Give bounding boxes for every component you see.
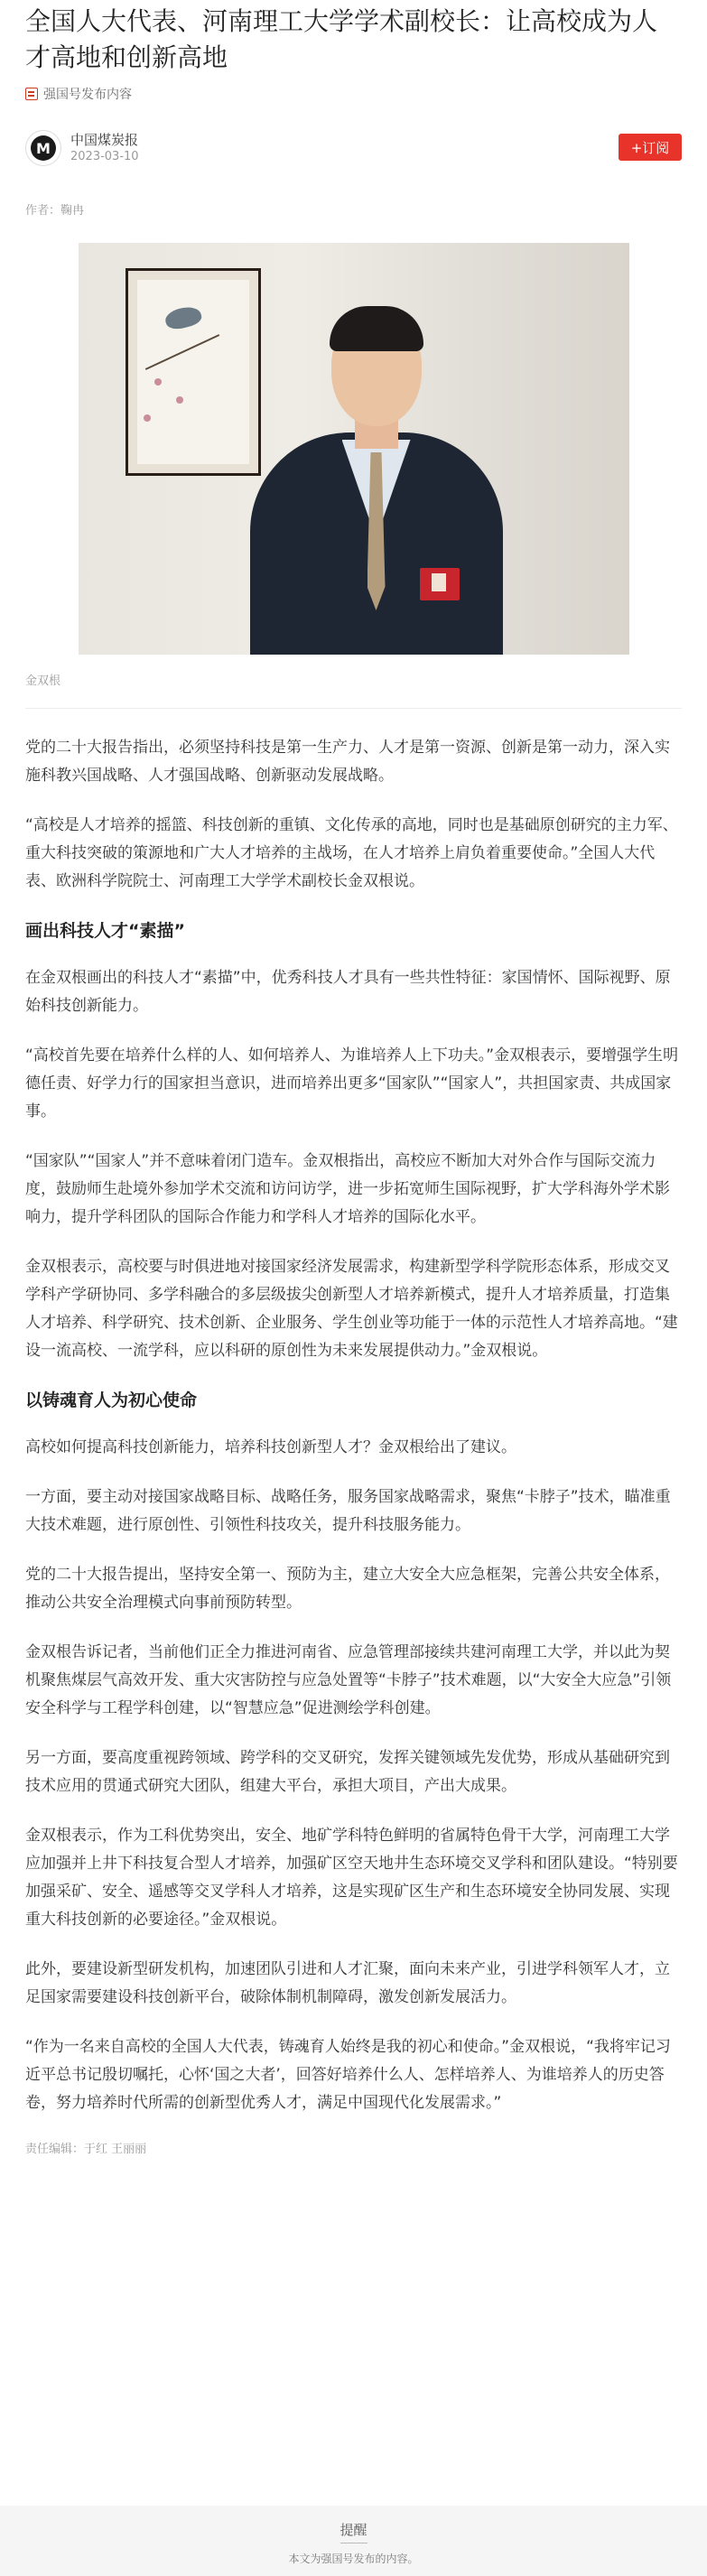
paragraph: 在金双根画出的科技人才“素描”中，优秀科技人才具有一些共性特征：家国情怀、国际视野、原始科技创新能力。 (25, 969, 671, 1015)
paragraph: 金双根表示，作为工科优势突出，安全、地矿学科特色鲜明的省属特色骨干大学，河南理工大学应加强并上井下科技复合型人才培养，加强矿区空天地井生态环境交叉学科和团队建设。“特别要加强采矿、安全、遥感等交叉学科人才培养，这是实现矿区生产和生态环境安全协同发展、实现重大科技创新的必要途径。”金双根说。 (25, 1827, 678, 1929)
paragraph: 金双根表示，高校要与时俱进地对接国家经济发展需求，构建新型学科学院形态体系，形成交叉学科产学研协同、多学科融合的多层级拔尖创新型人才培养新模式，提升人才培养质量，打造集人才培养、科学研究、技术创新、企业服务、学生创业等功能于一体的示范性人才培养高地。“建设一流高校、一流学科，应以科研的原创性为未来发展提供动力。”金双根说。 (25, 1258, 678, 1360)
photo-caption: 金双根 (25, 674, 61, 688)
subscribe-button[interactable]: +订阅 (619, 134, 682, 161)
paragraph: “高校首先要在培养什么样的人、如何培养人、为谁培养人上下功夫。”金双根表示，要增强学生明德任责、好学力行的国家担当意识，进而培养出更多“国家队”“国家人”，共担国家责、共成国家事。 (25, 1046, 679, 1121)
person-hair (330, 306, 423, 351)
paragraph: 党的二十大报告提出，坚持安全第一、预防为主，建立大安全大应急框架，完善公共安全体系，推动公共安全治理模式向事前预防转型。 (25, 1566, 670, 1612)
paragraph: 高校如何提高科技创新能力，培养科技创新型人才？金双根给出了建议。 (25, 1438, 516, 1456)
paragraph: “作为一名来自高校的全国人大代表，铸魂育人始终是我的初心和使命。”金双根说，“我将牢记习近平总书记殷切嘱托，心怀‘国之大者’，回答好培养什么人、怎样培养人、为谁培养人的历史答卷，努力培养时代所需的创新型优秀人才，满足中国现代化发展需求。” (25, 2038, 671, 2112)
author-meta (70, 131, 139, 165)
paragraph: 党的二十大报告指出，必须坚持科技是第一生产力、人才是第一资源、创新是第一动力，深入实施科教兴国战略、人才强国战略、创新驱动发展战略。 (25, 739, 670, 785)
footer-title: 提醒 (340, 2522, 367, 2538)
painting-blossom (154, 378, 162, 386)
paragraph: 金双根告诉记者，当前他们正全力推进河南省、应急管理部接续共建河南理工大学，并以此为契机聚焦煤层气高效开发、重大灾害防控与应急处置等“卡脖子”技术难题，以“大安全大应急”引领安全科学与工程学科创建，以“智慧应急”促进测绘学科创建。 (25, 1643, 672, 1717)
responsible-editor: 责任编辑：于红 王丽丽 (25, 2143, 147, 2156)
section-heading: 画出科技人才“素描” (25, 921, 185, 941)
footer-text: 本文为强国号发布的内容。 (288, 2553, 419, 2565)
author-avatar[interactable] (25, 130, 61, 166)
painting-frame (126, 268, 261, 476)
section-heading: 以铸魂育人为初心使命 (25, 1390, 198, 1410)
article-body (25, 734, 682, 2117)
author-name[interactable]: 中国煤炭报 (70, 132, 139, 148)
article-photo (79, 243, 629, 655)
painting-blossom (144, 414, 151, 422)
paragraph: 一方面，要主动对接国家战略目标、战略任务，服务国家战略需求，聚焦“卡脖子”技术，瞄准重大技术难题，进行原创性、引领性科技攻关，提升科技服务能力。 (25, 1488, 671, 1534)
paragraph: 此外，要建设新型研发机构，加速团队引进和人才汇聚，面向未来产业，引进学科领军人才，立足国家需要建设科技创新平台，破除体制机制障碍，激发创新发展活力。 (25, 1960, 670, 2006)
source-label: 强国号发布内容 (43, 88, 132, 102)
author-block (25, 130, 682, 166)
footer-notice (0, 2506, 707, 2576)
paragraph: 另一方面，要高度重视跨领域、跨学科的交叉研究，发挥关键领域先发优势，形成从基础研究到技术应用的贯通式研究大团队，组建大平台，承担大项目，产出大成果。 (25, 1749, 670, 1795)
source-row (25, 85, 682, 103)
paragraph: “高校是人才培养的摇篮、科技创新的重镇、文化传承的高地，同时也是基础原创研究的主力军、重大科技突破的策源地和广大人才培养的主战场，在人才培养上肩负着重要使命。”全国人大代表、欧洲科学院院士、河南理工大学学术副校长金双根说。 (25, 816, 678, 890)
byline: 作者：鞠冉 (25, 204, 85, 218)
document-icon (25, 88, 38, 100)
divider (25, 708, 682, 709)
painting-blossom (176, 396, 183, 404)
paragraph: “国家队”“国家人”并不意味着闭门造车。金双根指出，高校应不断加大对外合作与国际交流力度，鼓励师生赴境外参加学术交流和访问访学，进一步拓宽师生国际视野，扩大学科海外学术影响力，提升学科团队的国际合作能力和学科人才培养的国际化水平。 (25, 1152, 670, 1226)
article-title: 全国人大代表、河南理工大学学术副校长：让高校成为人才高地和创新高地 (25, 6, 658, 72)
publish-date: 2023-03-10 (70, 150, 139, 163)
delegate-badge (420, 568, 460, 600)
author-logo: M (31, 135, 56, 161)
